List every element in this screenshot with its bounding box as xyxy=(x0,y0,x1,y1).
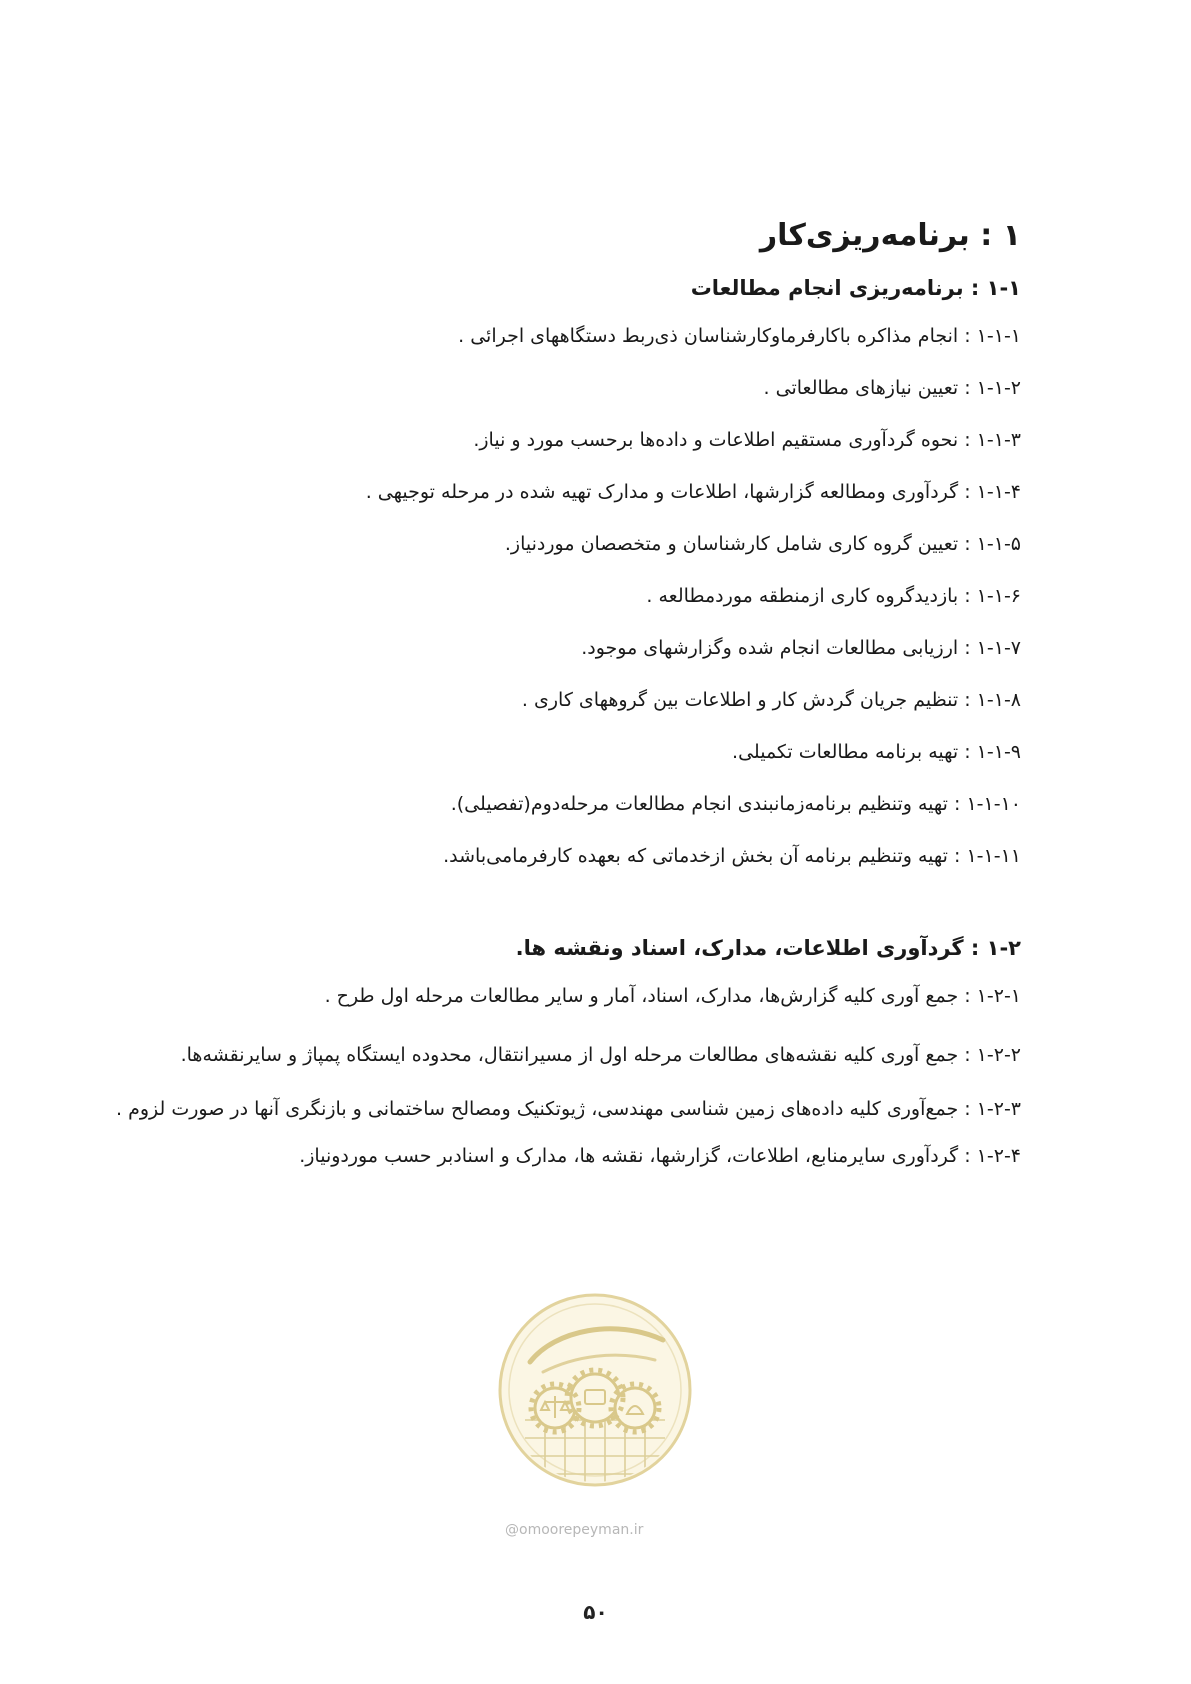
list-item: ۱-۱-۱ : انجام مذاکره باکارفرماوکارشناسان ذی‌ربط دستگاههای اجرائی . xyxy=(458,325,1021,347)
list-item: ۱-۱-۷ : ارزیابی مطالعات انجام شده وگزارشهای موجود. xyxy=(581,637,1021,659)
section-title-1-2: ۱-۲ : گردآوری اطلاعات، مدارک، اسناد ونقشه ها. xyxy=(515,936,1021,960)
list-item: ۱-۲-۱ : جمع آوری کلیه گزارش‌ها، مدارک، اسناد، آمار و سایر مطالعات مرحله اول طرح . xyxy=(324,985,1021,1007)
list-item: ۱-۱-۴ : گردآوری ومطالعه گزارشها، اطلاعات و مدارک تهیه شده در مرحله توجیهی . xyxy=(365,481,1021,503)
list-item: ۱-۲-۴ : گردآوری سایرمنابع، اطلاعات، گزارشها، نقشه ها، مدارک و اسنادبر حسب موردونیاز. xyxy=(299,1145,1021,1167)
list-item: ۱-۱-۸ : تنظیم جریان گردش کار و اطلاعات بین گروههای کاری . xyxy=(521,689,1021,711)
list-item: ۱-۱-۲ : تعیین نیازهای مطالعاتی . xyxy=(763,377,1021,399)
list-item: ۱-۱-۱۱ : تهیه وتنظیم برنامه آن بخش ازخدماتی که بعهده کارفرمامی‌باشد. xyxy=(443,845,1021,867)
section-title-1-1: ۱-۱ : برنامه‌ریزی انجام مطالعات xyxy=(690,276,1021,300)
chapter-title: ۱ : برنامه‌ریزی‌کار xyxy=(759,218,1021,253)
list-item: ۱-۲-۳ : جمع‌آوری کلیه داده‌های زمین شناسی مهندسی، ژیوتکنیک ومصالح ساختمانی و بازنگری آنها در صورت لزوم . xyxy=(116,1098,1021,1120)
list-item: ۱-۱-۶ : بازدیدگروه کاری ازمنطقه موردمطالعه . xyxy=(646,585,1021,607)
list-item: ۱-۱-۳ : نحوه گردآوری مستقیم اطلاعات و داده‌ها برحسب مورد و نیاز. xyxy=(473,429,1021,451)
list-item: ۱-۱-۵ : تعیین گروه کاری شامل کارشناسان و متخصصان موردنیاز. xyxy=(504,533,1021,555)
watermark-url: @omoorepeyman.ir xyxy=(505,1522,644,1538)
list-item: ۱-۱-۱۰ : تهیه وتنظیم برنامه‌زمانبندی انجام مطالعات مرحله‌دوم(تفصیلی). xyxy=(450,793,1021,815)
list-item: ۱-۲-۲ : جمع آوری کلیه نقشه‌های مطالعات مرحله اول از مسیرانتقال، محدوده ایستگاه پمپاژ و سایرنقشه‌ها. xyxy=(180,1044,1021,1066)
watermark-logo-icon xyxy=(495,1290,695,1490)
list-item: ۱-۱-۹ : تهیه برنامه مطالعات تکمیلی. xyxy=(732,741,1021,763)
page-content xyxy=(101,215,1021,1191)
page-number: ۵۰ xyxy=(583,1600,608,1624)
section-gap xyxy=(101,891,1021,931)
